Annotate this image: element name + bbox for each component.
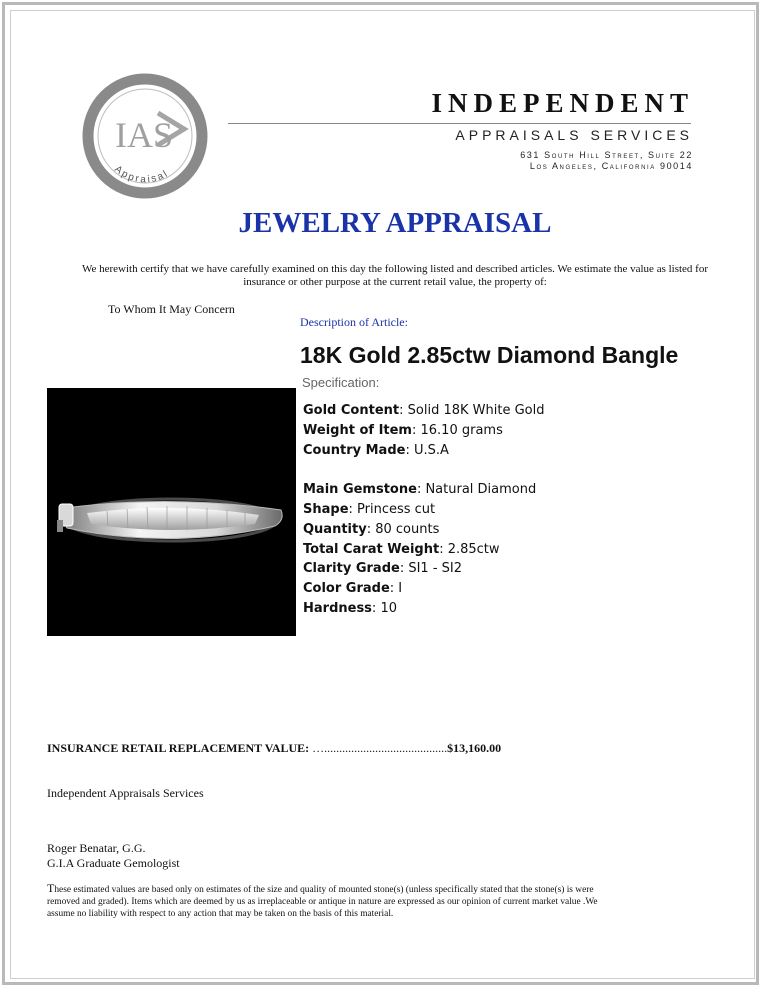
spec-shape: Shape: Princess cut: [303, 501, 436, 517]
logo-initials: IAS: [114, 115, 174, 155]
company-address-line2: Los Angeles, California 90014: [529, 161, 693, 171]
disclaimer-text: hese estimated values are based only on estimates of the size and quality of mounted stone(s) (unless specifically stated that the stone(s) is were removed and graded). Items which are deemed by us as irreplaceable or antique in nature are expressed as our opinion of current market value .We assume no liability with respect to any action that may be taken on the basis of this material.: [47, 885, 598, 919]
spec-total-carat-weight: Total Carat Weight: 2.85ctw: [303, 541, 500, 557]
description-label: Description of Article:: [300, 315, 408, 329]
company-subtitle: APPRAISALS SERVICES: [455, 127, 693, 143]
logo-ring-text: Appraisal: [112, 163, 172, 186]
spec-hardness: Hardness: 10: [303, 600, 397, 616]
insurance-value-label: INSURANCE RETAIL REPLACEMENT VALUE:: [47, 741, 310, 755]
spec-spacer: [303, 460, 544, 480]
document-title: JEWELRY APPRAISAL: [238, 207, 552, 239]
spec-gold-content: Gold Content: Solid 18K White Gold: [303, 403, 545, 418]
insurance-value-amount: $13,160.00: [447, 741, 502, 755]
header-rule: [228, 123, 691, 124]
certification-text: We herewith certify that we have carefully examined on this day the following listed and described articles. We estimate the value as listed for insurance or other purpose at the current retail value, the property of:: [81, 263, 709, 288]
specifications: [303, 401, 544, 619]
spec-color-grade: Color Grade: I: [303, 581, 403, 597]
spec-quantity: Quantity: 80 counts: [303, 521, 440, 537]
spec-weight: Weight of Item: 16.10 grams: [303, 422, 503, 438]
item-title: 18K Gold 2.85ctw Diamond Bangle: [300, 342, 679, 368]
disclaimer-initial: T: [47, 881, 55, 895]
spec-main-gemstone: Main Gemstone: Natural Diamond: [303, 482, 537, 498]
spec-country: Country Made: U.S.A: [303, 442, 449, 458]
bangle-photo: [47, 388, 296, 636]
signer-name: Roger Benatar, G.G.: [47, 841, 146, 855]
insurance-value-line: [47, 741, 501, 756]
leader-dots: ….........................................: [312, 741, 448, 755]
signer-title: G.I.A Graduate Gemologist: [47, 856, 180, 870]
disclaimer: [47, 882, 627, 920]
company-address-line1: 631 South Hill Street, Suite 22: [520, 150, 693, 160]
company-name: INDEPENDENT: [431, 88, 694, 118]
recipient: To Whom It May Concern: [108, 302, 235, 316]
firm-name: Independent Appraisals Services: [47, 786, 204, 800]
ias-logo-seal: [82, 73, 208, 199]
signature-block: [47, 841, 180, 871]
spec-clarity-grade: Clarity Grade: SI1 - SI2: [303, 561, 463, 577]
specification-label: Specification:: [302, 375, 380, 390]
